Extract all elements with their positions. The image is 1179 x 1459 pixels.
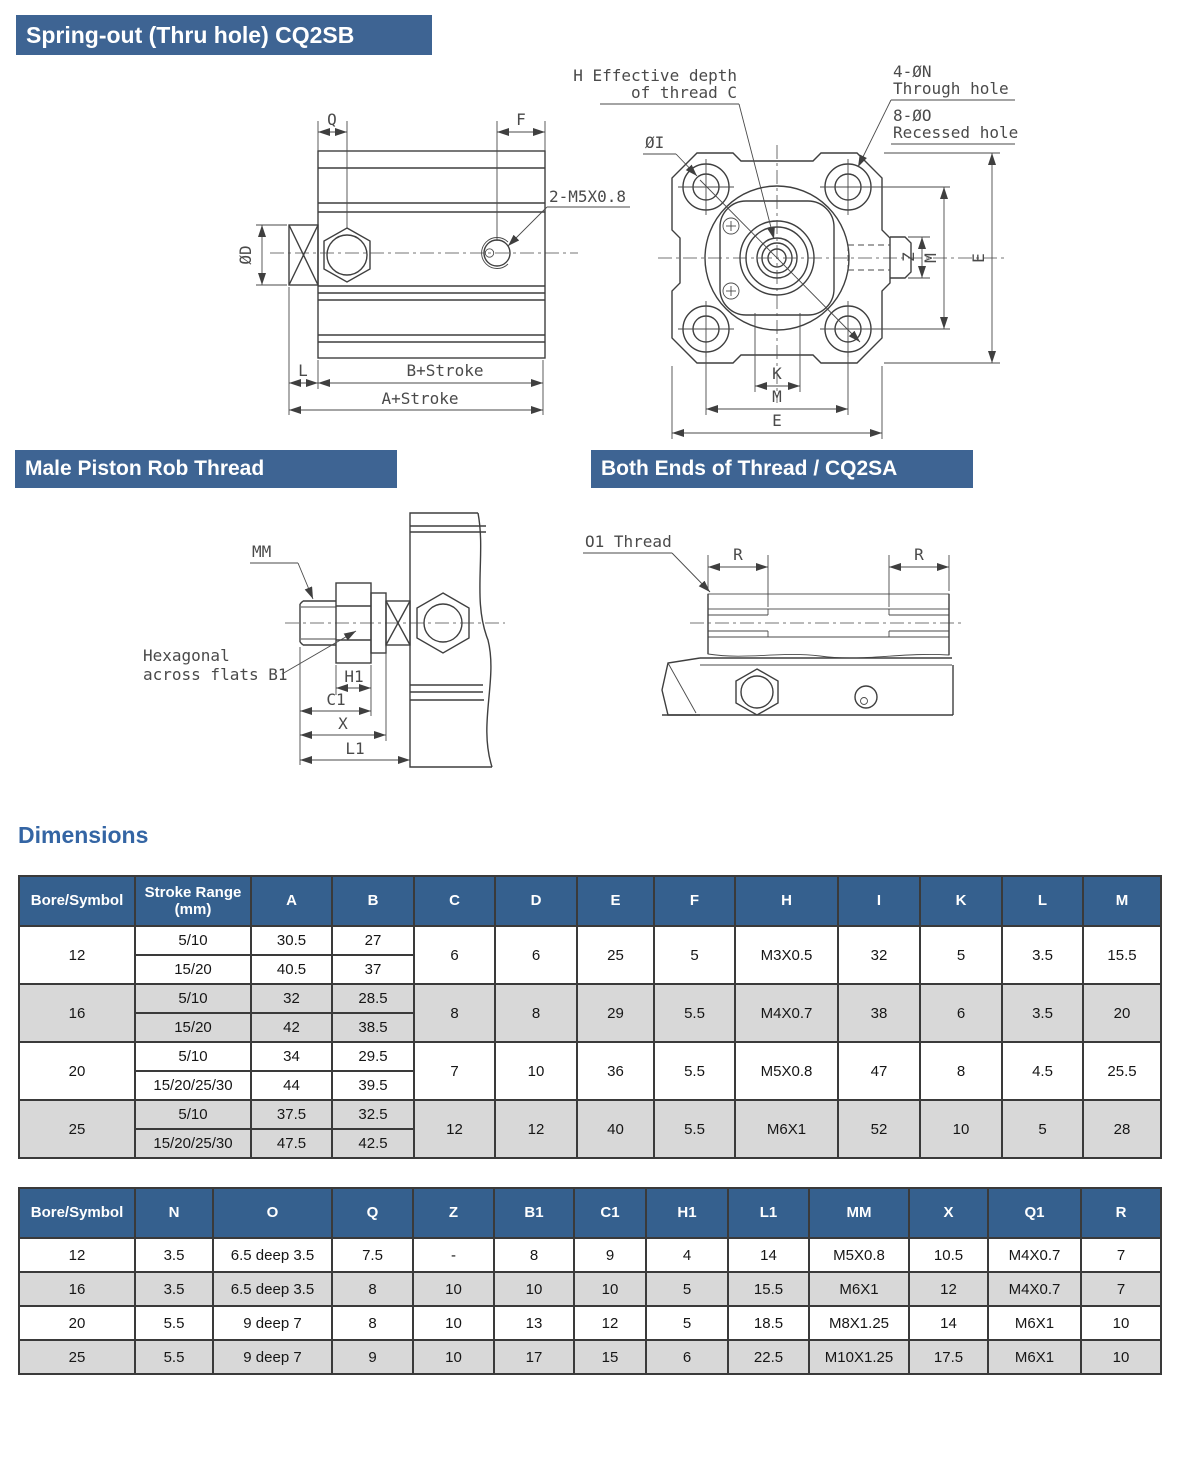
t2-cell: M4X0.7 bbox=[988, 1272, 1081, 1306]
dim-label-f: F bbox=[516, 110, 526, 129]
t2-cell: M10X1.25 bbox=[809, 1340, 909, 1374]
dimensions-table-2 bbox=[18, 1187, 1162, 1375]
bore-cell: 12 bbox=[19, 926, 135, 984]
t2-cell: 6.5 deep 3.5 bbox=[213, 1272, 332, 1306]
dimensions-heading: Dimensions bbox=[18, 822, 149, 848]
t1-cell: 5.5 bbox=[654, 1042, 735, 1100]
dim-label-z: Z bbox=[899, 252, 918, 262]
t1-cell: 20 bbox=[1083, 984, 1161, 1042]
t1-header-cell: C bbox=[414, 876, 495, 926]
t1-cell: 32 bbox=[251, 984, 332, 1013]
piston-rod-drawing bbox=[143, 513, 505, 767]
mm-thread-label: MM bbox=[252, 542, 272, 561]
t1-cell: 8 bbox=[414, 984, 495, 1042]
t1-cell: 8 bbox=[920, 1042, 1002, 1100]
t2-cell: 15.5 bbox=[728, 1272, 809, 1306]
t2-cell: 5 bbox=[646, 1306, 728, 1340]
t1-cell: M4X0.7 bbox=[735, 984, 838, 1042]
dim-label-e-right: E bbox=[969, 253, 988, 263]
t2-cell: M4X0.7 bbox=[988, 1238, 1081, 1272]
t1-header-cell: I bbox=[838, 876, 920, 926]
t2-cell: 7 bbox=[1081, 1272, 1161, 1306]
t2-cell: 12 bbox=[909, 1272, 988, 1306]
t2-cell: M6X1 bbox=[809, 1272, 909, 1306]
t1-cell: 25 bbox=[577, 926, 654, 984]
t1-cell: 7 bbox=[414, 1042, 495, 1100]
t2-header-cell: Q1 bbox=[988, 1188, 1081, 1238]
t2-header-cell: L1 bbox=[728, 1188, 809, 1238]
t2-cell: 13 bbox=[494, 1306, 574, 1340]
t1-cell: 15/20/25/30 bbox=[135, 1129, 251, 1158]
t1-cell: 52 bbox=[838, 1100, 920, 1158]
t1-cell: 5/10 bbox=[135, 1042, 251, 1071]
t1-cell: 42.5 bbox=[332, 1129, 414, 1158]
t2-header-cell: H1 bbox=[646, 1188, 728, 1238]
t2-cell: 18.5 bbox=[728, 1306, 809, 1340]
t1-cell: 15/20 bbox=[135, 1013, 251, 1042]
t2-cell: M8X1.25 bbox=[809, 1306, 909, 1340]
dim-label-m-bottom: M bbox=[772, 387, 782, 406]
t1-header-cell: D bbox=[495, 876, 577, 926]
t2-cell: M6X1 bbox=[988, 1340, 1081, 1374]
t1-cell: 42 bbox=[251, 1013, 332, 1042]
t2-cell: 8 bbox=[332, 1272, 413, 1306]
t2-cell: 6 bbox=[646, 1340, 728, 1374]
t1-header-cell: M bbox=[1083, 876, 1161, 926]
table-row bbox=[19, 1042, 1161, 1071]
dim-label-l: L bbox=[298, 361, 308, 380]
t1-cell: 36 bbox=[577, 1042, 654, 1100]
t2-cell: 9 deep 7 bbox=[213, 1306, 332, 1340]
t1-cell: 12 bbox=[414, 1100, 495, 1158]
t2-header-cell: X bbox=[909, 1188, 988, 1238]
t2-cell: 5 bbox=[646, 1272, 728, 1306]
dim-label-l1: L1 bbox=[345, 739, 365, 758]
t2-header-cell: C1 bbox=[574, 1188, 646, 1238]
table2-header-row bbox=[19, 1188, 1161, 1238]
strainer-icon bbox=[741, 676, 773, 708]
t2-cell: 10 bbox=[413, 1272, 494, 1306]
t1-cell: 3.5 bbox=[1002, 984, 1083, 1042]
t1-cell: 47.5 bbox=[251, 1129, 332, 1158]
dim-label-a-stroke: A+Stroke bbox=[381, 389, 459, 408]
t1-cell: 5.5 bbox=[654, 984, 735, 1042]
t2-cell: 10.5 bbox=[909, 1238, 988, 1272]
section-title-male-piston: Male Piston Rob Thread bbox=[15, 450, 397, 488]
t1-header-cell: L bbox=[1002, 876, 1083, 926]
t2-cell: 10 bbox=[413, 1306, 494, 1340]
t2-cell: 5.5 bbox=[135, 1340, 213, 1374]
t2-header-cell: N bbox=[135, 1188, 213, 1238]
t2-cell: M6X1 bbox=[988, 1306, 1081, 1340]
dim-label-m-right: M bbox=[921, 253, 940, 263]
t2-header-cell: Z bbox=[413, 1188, 494, 1238]
t2-header-cell: MM bbox=[809, 1188, 909, 1238]
table-row bbox=[19, 926, 1161, 955]
n-holes-label-line1: 4-ØN bbox=[893, 62, 932, 81]
t2-cell: 9 bbox=[574, 1238, 646, 1272]
t1-cell: 5 bbox=[1002, 1100, 1083, 1158]
t2-cell: 17.5 bbox=[909, 1340, 988, 1374]
section-title-both-ends: Both Ends of Thread / CQ2SA bbox=[591, 450, 973, 488]
t2-cell: - bbox=[413, 1238, 494, 1272]
t2-cell: 14 bbox=[728, 1238, 809, 1272]
t1-cell: 15.5 bbox=[1083, 926, 1161, 984]
table-row bbox=[19, 1272, 1161, 1306]
t1-cell: 30.5 bbox=[251, 926, 332, 955]
t2-cell: 3.5 bbox=[135, 1238, 213, 1272]
t1-cell: 38.5 bbox=[332, 1013, 414, 1042]
t1-cell: 32 bbox=[838, 926, 920, 984]
t1-header-cell: Bore/Symbol bbox=[19, 876, 135, 926]
t2-header-cell: O bbox=[213, 1188, 332, 1238]
t1-header-cell: H bbox=[735, 876, 838, 926]
t1-cell: 5 bbox=[920, 926, 1002, 984]
t2-cell: 17 bbox=[494, 1340, 574, 1374]
port-thread-label: 2-M5X0.8 bbox=[549, 187, 627, 206]
t2-cell: 16 bbox=[19, 1272, 135, 1306]
t1-cell: 34 bbox=[251, 1042, 332, 1071]
t1-cell: 37.5 bbox=[251, 1100, 332, 1129]
dim-label-od: ØD bbox=[236, 245, 255, 265]
dim-label-q: Q bbox=[327, 110, 337, 129]
t1-cell: 4.5 bbox=[1002, 1042, 1083, 1100]
dim-label-c1: C1 bbox=[326, 690, 346, 709]
t1-header-cell: K bbox=[920, 876, 1002, 926]
t1-cell: 5 bbox=[654, 926, 735, 984]
table-row bbox=[19, 1100, 1161, 1129]
t1-cell: 6 bbox=[414, 926, 495, 984]
dim-label-b-stroke: B+Stroke bbox=[406, 361, 484, 380]
t2-cell: 15 bbox=[574, 1340, 646, 1374]
dimensions-table-1 bbox=[18, 875, 1162, 1159]
t2-cell: 12 bbox=[574, 1306, 646, 1340]
t1-cell: 44 bbox=[251, 1071, 332, 1100]
side-view-drawing bbox=[236, 110, 630, 415]
t2-cell: 10 bbox=[494, 1272, 574, 1306]
t1-cell: 6 bbox=[920, 984, 1002, 1042]
t1-cell: 5/10 bbox=[135, 926, 251, 955]
t1-cell: M3X0.5 bbox=[735, 926, 838, 984]
t1-header-cell: A bbox=[251, 876, 332, 926]
dim-label-k: K bbox=[772, 364, 782, 383]
dim-label-e-bottom: E bbox=[772, 411, 782, 430]
t1-cell: 37 bbox=[332, 955, 414, 984]
t2-cell: 8 bbox=[494, 1238, 574, 1272]
t1-cell: M6X1 bbox=[735, 1100, 838, 1158]
dim-label-r-left: R bbox=[733, 545, 743, 564]
t1-cell: 15/20/25/30 bbox=[135, 1071, 251, 1100]
t2-cell: 20 bbox=[19, 1306, 135, 1340]
cq2sa-drawing bbox=[583, 532, 962, 715]
t1-cell: M5X0.8 bbox=[735, 1042, 838, 1100]
t2-cell: 5.5 bbox=[135, 1306, 213, 1340]
bore-cell: 20 bbox=[19, 1042, 135, 1100]
t1-header-cell: E bbox=[577, 876, 654, 926]
section-title-spring-out: Spring-out (Thru hole) CQ2SB bbox=[16, 15, 432, 55]
h-depth-label-line1: H Effective depth bbox=[573, 66, 737, 85]
table-row bbox=[19, 1238, 1161, 1272]
t1-cell: 40 bbox=[577, 1100, 654, 1158]
t2-cell: M5X0.8 bbox=[809, 1238, 909, 1272]
t2-cell: 7.5 bbox=[332, 1238, 413, 1272]
t2-cell: 9 bbox=[332, 1340, 413, 1374]
bore-cell: 25 bbox=[19, 1100, 135, 1158]
t2-cell: 12 bbox=[19, 1238, 135, 1272]
t2-header-cell: Bore/Symbol bbox=[19, 1188, 135, 1238]
t1-cell: 29.5 bbox=[332, 1042, 414, 1071]
t1-cell: 3.5 bbox=[1002, 926, 1083, 984]
t2-cell: 4 bbox=[646, 1238, 728, 1272]
t1-cell: 39.5 bbox=[332, 1071, 414, 1100]
front-view-drawing bbox=[573, 62, 1018, 439]
n-holes-label-line2: Through hole bbox=[893, 79, 1009, 98]
t2-header-cell: R bbox=[1081, 1188, 1161, 1238]
t2-cell: 6.5 deep 3.5 bbox=[213, 1238, 332, 1272]
table1-header-row bbox=[19, 876, 1161, 926]
t1-cell: 10 bbox=[920, 1100, 1002, 1158]
t1-cell: 29 bbox=[577, 984, 654, 1042]
t2-cell: 10 bbox=[1081, 1340, 1161, 1374]
o1-thread-label: O1 Thread bbox=[585, 532, 672, 551]
t2-header-cell: Q bbox=[332, 1188, 413, 1238]
bore-cell: 16 bbox=[19, 984, 135, 1042]
t2-cell: 10 bbox=[1081, 1306, 1161, 1340]
table-row bbox=[19, 1306, 1161, 1340]
t1-cell: 38 bbox=[838, 984, 920, 1042]
table-row bbox=[19, 984, 1161, 1013]
t2-cell: 8 bbox=[332, 1306, 413, 1340]
t1-cell: 15/20 bbox=[135, 955, 251, 984]
o-holes-label-line2: Recessed hole bbox=[893, 123, 1019, 142]
o-holes-label-line1: 8-ØO bbox=[893, 106, 932, 125]
t1-header-cell: F bbox=[654, 876, 735, 926]
h-depth-label-line2: of thread C bbox=[631, 83, 737, 102]
t2-header-cell: B1 bbox=[494, 1188, 574, 1238]
port-hole bbox=[855, 686, 877, 708]
hex-flats-label-line2: across flats B1 bbox=[143, 665, 288, 684]
t1-cell: 5/10 bbox=[135, 984, 251, 1013]
dim-label-r-right: R bbox=[914, 545, 924, 564]
t1-header-cell: Stroke Range (mm) bbox=[135, 876, 251, 926]
t2-cell: 3.5 bbox=[135, 1272, 213, 1306]
t1-cell: 6 bbox=[495, 926, 577, 984]
t1-cell: 25.5 bbox=[1083, 1042, 1161, 1100]
dim-label-h1: H1 bbox=[344, 667, 364, 686]
t1-cell: 40.5 bbox=[251, 955, 332, 984]
t1-cell: 5.5 bbox=[654, 1100, 735, 1158]
t1-header-cell: B bbox=[332, 876, 414, 926]
dim-label-x: X bbox=[338, 714, 348, 733]
t1-cell: 10 bbox=[495, 1042, 577, 1100]
t1-cell: 8 bbox=[495, 984, 577, 1042]
t2-cell: 7 bbox=[1081, 1238, 1161, 1272]
t2-cell: 14 bbox=[909, 1306, 988, 1340]
t1-cell: 5/10 bbox=[135, 1100, 251, 1129]
t2-cell: 9 deep 7 bbox=[213, 1340, 332, 1374]
retaining-screws bbox=[723, 218, 739, 299]
t1-cell: 32.5 bbox=[332, 1100, 414, 1129]
t2-cell: 10 bbox=[413, 1340, 494, 1374]
t1-cell: 27 bbox=[332, 926, 414, 955]
t2-cell: 10 bbox=[574, 1272, 646, 1306]
t1-cell: 28 bbox=[1083, 1100, 1161, 1158]
t1-cell: 28.5 bbox=[332, 984, 414, 1013]
strainer-icon bbox=[327, 235, 367, 275]
breather-hex-nut bbox=[324, 228, 370, 282]
hex-flats-label-line1: Hexagonal bbox=[143, 646, 230, 665]
t2-cell: 22.5 bbox=[728, 1340, 809, 1374]
i-diameter-label: ØI bbox=[645, 133, 665, 152]
t1-cell: 47 bbox=[838, 1042, 920, 1100]
t2-cell: 25 bbox=[19, 1340, 135, 1374]
table-row bbox=[19, 1340, 1161, 1374]
t1-cell: 12 bbox=[495, 1100, 577, 1158]
technical-drawings bbox=[0, 55, 1179, 815]
